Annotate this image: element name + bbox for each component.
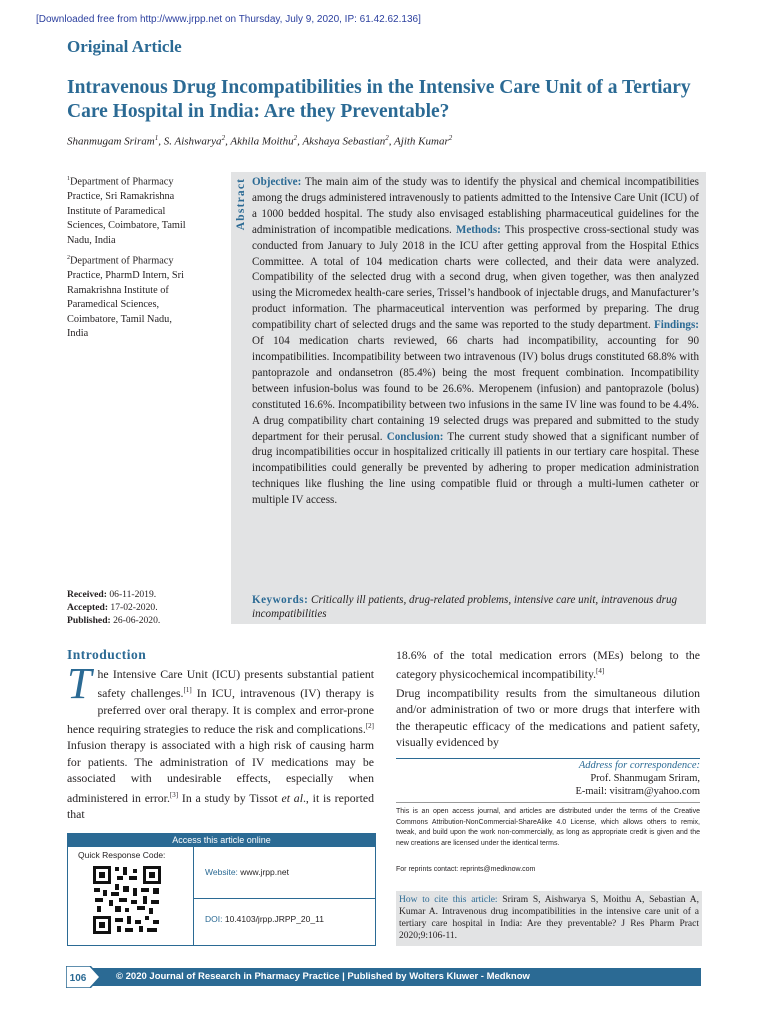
author-list: Shanmugam Sriram$^1$, S. Aishwarya$^2$, Akhila Moithu$^2$, Akshaya Sebastian$^2$, Ajith Kumar$^2$ <box>67 134 453 148</box>
citation-label: How to cite this article: <box>399 895 498 905</box>
body-text: 18.6% of the total medication errors (MEs) belong to the category physicochemical incompatibility. <box>396 648 700 682</box>
citation-text <box>399 894 699 942</box>
article-title: Intravenous Drug Incompatibilities in the Intensive Care Unit of a Tertiary Care Hospital in India: Are they Preventable? <box>67 77 691 122</box>
author-name: Akshaya Sebastian <box>302 135 386 148</box>
author-sup: 1 <box>154 134 159 142</box>
methods-text: This prospective cross-sectional study was conducted from January to July 2018 in the ICU after getting approval from the Hospital Ethics Committee. A total of 104 medication charts were collected, and their data were analyzed. Compatibility of the selected drug with a second drug, when given together, was then analyzed using the Micromedex health-care series, Trissel’s handbook of injectable drugs, and Manufacturer’s product information. The pharmaceutical intervention was performed by preparing. The drug compatibility chart of selected drugs and the same was reported to the study department. <box>252 223 699 332</box>
aff-text: Department of Pharmacy Practice, Sri Ramakrishna Institute of Paramedical Sciences, Coimbatore, Tamil Nadu, India <box>67 176 186 246</box>
correspondence-name: Prof. Shanmugam Sriram, <box>590 773 700 784</box>
citation-ref[interactable]: [3] <box>169 790 179 799</box>
qr-label: Quick Response Code: <box>78 850 166 860</box>
download-note: [Downloaded free from http://www.jrpp.net on Thursday, July 9, 2020, IP: 61.42.62.136] <box>36 14 421 25</box>
date-value: 06-11-2019. <box>106 589 157 600</box>
doi-link[interactable] <box>205 914 324 924</box>
author-sup: 2 <box>221 134 226 142</box>
access-divider <box>193 847 194 945</box>
right-paragraph-2: Drug incompatibility results from the simultaneous dilution and/or administration of two or more drugs that interfere with the therapeutic efficacy of the medications and patient safety, visually evidenced by <box>396 686 700 750</box>
abstract-tab-label: Abstract <box>235 177 247 231</box>
license-text: This is an open access journal, and articles are distributed under the terms of the Creative Commons Attribution-NonCommercial-ShareAlike 4.0 License, which allows others to remix, tweak, and build upon the work non-commercially, as long as appropriate credit is given and the new creations are licensed under the identical terms. <box>396 808 700 847</box>
aff-text: Department of Pharmacy Practice, PharmD Intern, Sri Ramakrishna Institute of Paramedical Sciences, Coimbatore, Tamil Nadu, India <box>67 255 184 340</box>
citation-ref[interactable]: [2] <box>365 722 374 731</box>
date-value: 17-02-2020. <box>108 602 158 613</box>
author-name: Ajith Kumar <box>394 135 449 148</box>
published-date <box>67 614 197 627</box>
intro-text: In ICU, intravenous (IV) therapy is preferred over oral therapy. It is complex and error-prone hence requiring strategies to reduce the risk and complications. <box>67 686 374 737</box>
correspondence-email[interactable]: E-mail: visitram@yahoo.com <box>575 786 700 797</box>
keywords-text: Critically ill patients, drug-related problems, intensive care unit, intravenous drug incompatibilities <box>252 594 678 620</box>
affiliation-1 <box>67 172 195 248</box>
website-value: www.jrpp.net <box>237 867 289 877</box>
abstract-tab <box>231 172 251 244</box>
citation-body: Sriram S, Aishwarya S, Moithu A, Sebastian A, Kumar A. Intravenous drug incompatibilities in the intensive care unit of a tertiary care hospital in India: Are they preventable? J Res Pharm Pract 2020;9:106-11. <box>399 895 699 941</box>
page-badge-shape <box>66 966 100 988</box>
objective-label: Objective: <box>252 176 302 188</box>
findings-text: Of 104 medication charts reviewed, 66 charts had incompatibility, accounting for 90 incompatibilities. Incompatibility between two intravenous (IV) bolus drugs constituted 68.8% with pantoprazole and ondansetron (85.4%) being the most frequent combination. Incompatibility between infusion-bolus was found to be 26.6%. Meropenem (infusion) and pantoprazole (bolus) constituted 16.6%. Incompatibility between two infusions in the same IV line was found to be 4.4%. A drug compatibility chart containing 19 selected drugs was prepared and submitted to the study department for their perusal. <box>252 335 699 443</box>
date-label: Published: <box>67 615 111 626</box>
author-name: Shanmugam Sriram <box>67 135 155 148</box>
author-name: Akhila Moithu <box>230 135 294 148</box>
access-row-rule <box>193 898 376 899</box>
citation-ref[interactable]: [4] <box>596 667 605 676</box>
intro-text: Infusion therapy is associated with a high risk of causing harm for patients. The administration of IV medications may be associated with undesirable effects, especially when administered in error. <box>67 738 374 805</box>
abstract-text <box>252 175 699 509</box>
drop-cap: T <box>67 659 92 708</box>
aff-sup: 1 <box>67 176 70 182</box>
correspondence-heading: Address for correspondence: <box>578 760 700 771</box>
methods-label: Methods: <box>455 223 501 236</box>
conclusion-text: The current study showed that a significant number of drug incompatibilities occur in hospitalized critically ill patients in our tertiary care hospital. These incompatibilities could generally be prevented by adhering to proper medication administration techniques like flushing the line using compatible fluid or through a multi-lumen catheter or multiple IV access. <box>252 430 699 507</box>
page-number: 106 <box>69 973 87 984</box>
author-sup: 2 <box>385 134 389 142</box>
intro-text: he Intensive Care Unit (ICU) presents substantial patient safety challenges. <box>97 667 374 701</box>
qr-code-icon[interactable] <box>91 864 163 936</box>
conclusion-label: Conclusion: <box>386 430 444 443</box>
intro-paragraph <box>67 659 374 822</box>
author-sup: 2 <box>293 134 298 142</box>
reprints-contact[interactable]: For reprints contact: reprints@medknow.com <box>396 866 536 873</box>
keywords <box>252 593 699 621</box>
introduction-heading: Introduction <box>67 647 147 662</box>
website-label: Website: <box>205 867 238 877</box>
page-number-badge <box>66 966 100 988</box>
access-header: Access this article online <box>67 833 376 847</box>
license-rule <box>396 802 700 803</box>
received-date <box>67 588 197 601</box>
doi-label: DOI: <box>205 914 223 924</box>
keywords-label: Keywords: <box>252 594 309 606</box>
section-label: Original Article <box>67 37 182 56</box>
objective-text: The main aim of the study was to identify the physical and chemical incompatibilities among the drugs administered intravenously to patients admitted to the Intensive Care Unit (ICU) of a 1000 bedded hospital. The study also envisaged establishing pharmaceutical guidelines for the administration of incompatible medications. <box>252 176 699 236</box>
date-label: Accepted: <box>67 602 109 613</box>
date-label: Received: <box>67 589 107 600</box>
correspondence-rule <box>396 758 700 759</box>
aff-sup: 2 <box>67 255 70 261</box>
intro-etal: et al <box>281 790 303 805</box>
intro-text: ., it is reported that <box>67 790 374 822</box>
author-sup: 2 <box>448 134 453 142</box>
footer-text: © 2020 Journal of Research in Pharmacy Practice | Published by Wolters Kluwer - Medknow <box>116 971 530 982</box>
date-value: 26-06-2020. <box>110 615 161 626</box>
qr-code-graphic <box>91 864 163 936</box>
doi-value: 10.4103/jrpp.JRPP_20_11 <box>222 914 324 924</box>
intro-text: In a study by Tissot <box>178 790 282 805</box>
citation-ref[interactable]: [1] <box>183 686 192 695</box>
affiliation-2 <box>67 251 195 342</box>
author-name: S. Aishwarya <box>163 135 222 148</box>
findings-label: Findings: <box>653 319 699 332</box>
accepted-date <box>67 601 197 614</box>
right-paragraph-1 <box>396 647 700 683</box>
website-link[interactable] <box>205 867 289 877</box>
